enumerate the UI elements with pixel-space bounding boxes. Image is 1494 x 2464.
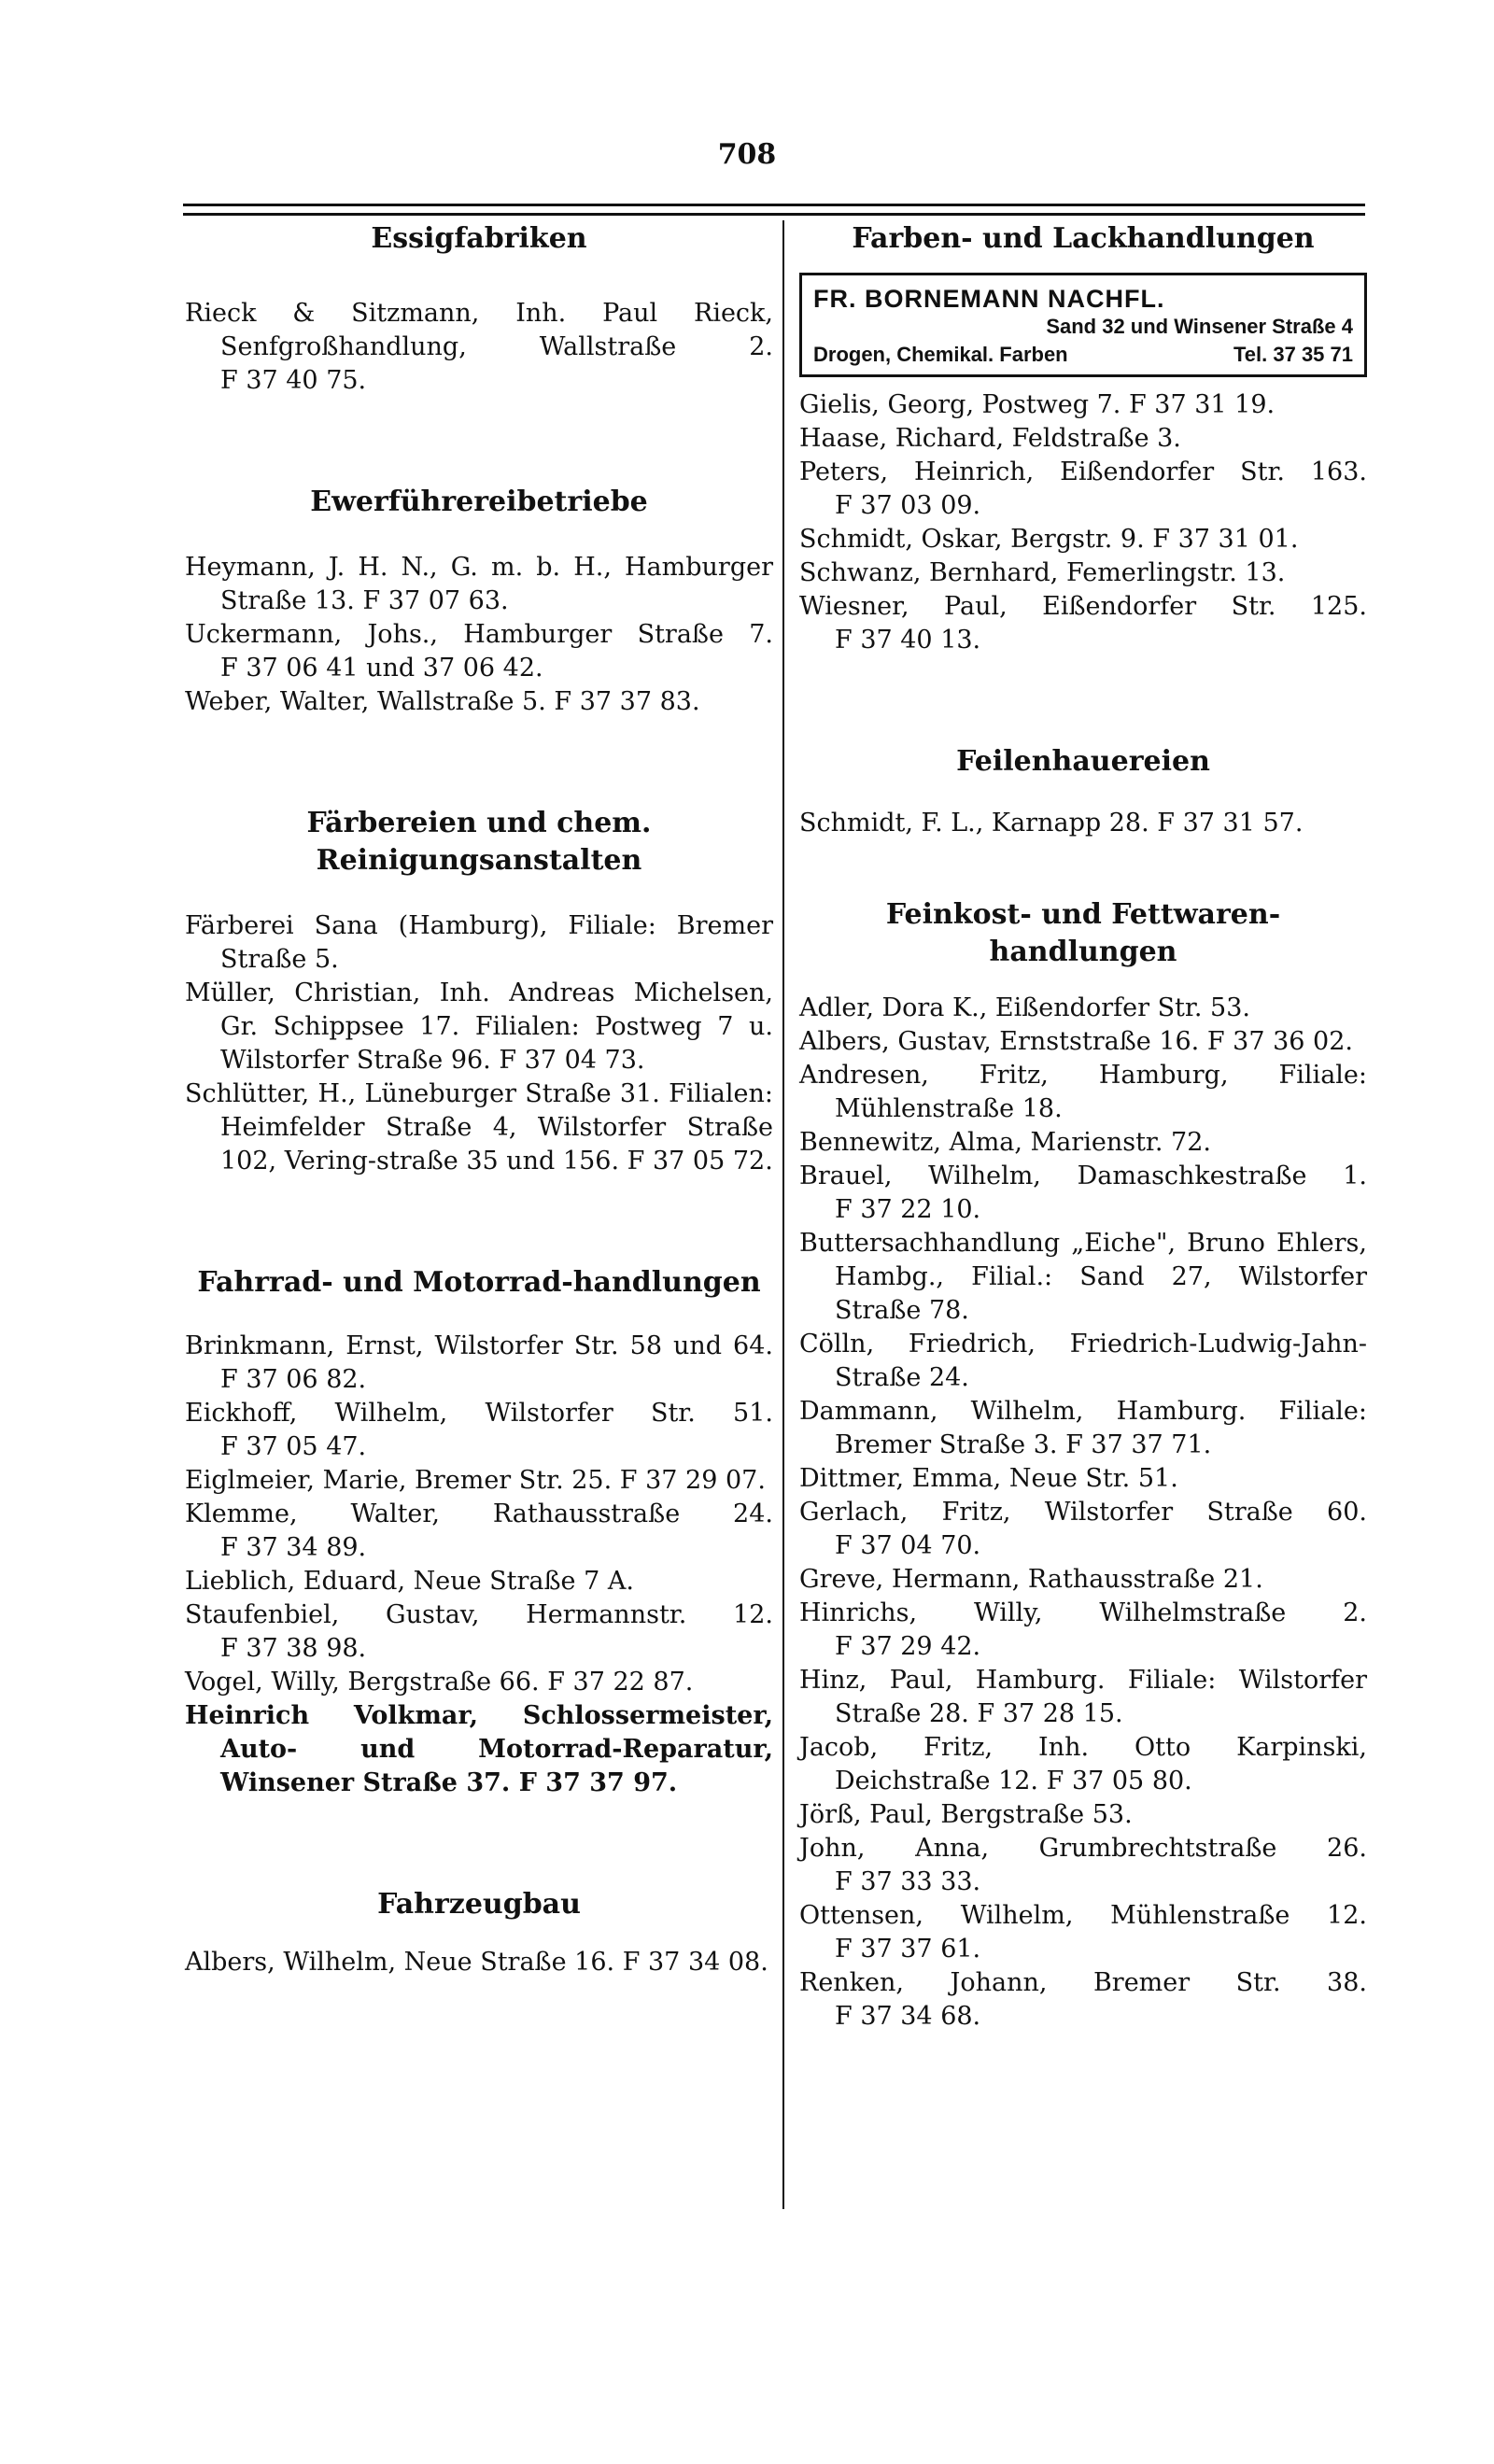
entry-phone: F 37 33 33. (835, 1867, 981, 1896)
header-rule-upper (183, 204, 1365, 206)
section-heading: Fahrzeugbau (377, 1888, 581, 1921)
directory-entry (799, 1227, 1367, 1328)
directory-entry (799, 1025, 1367, 1059)
entry-phone: F 37 37 71. (1065, 1430, 1212, 1459)
entry-phone: F 37 36 02. (1206, 1027, 1353, 1056)
entry-text: Schwanz, Bernhard, Femerlingstr. 13. (799, 558, 1286, 587)
directory-section (185, 484, 773, 719)
entry-phone: F 37 40 75. (220, 366, 367, 395)
directory-entry (799, 1059, 1367, 1126)
entry-text: Schlütter, H., Lüneburger Straße 31. Filialen: Heimfelder Straße 4, Wilstorfer Straße 102, Vering-straße 35 und 156. (185, 1079, 773, 1176)
entry-text: Weber, Walter, Wallstraße 5. (185, 687, 546, 716)
section-heading: Farben- und Lackhandlungen (852, 222, 1315, 255)
directory-entry (185, 1946, 773, 1979)
directory-section (185, 1886, 773, 1979)
entry-phone: F 37 37 61. (835, 1935, 981, 1964)
entry-text: Jörß, Paul, Bergstraße 53. (799, 1800, 1133, 1829)
ad-phone: Tel. 37 35 71 (1233, 343, 1353, 366)
directory-entry (185, 1330, 773, 1397)
entry-text: Albers, Wilhelm, Neue Straße 16. (185, 1948, 615, 1977)
directory-entry (799, 1832, 1367, 1899)
entry-phone: F 37 37 97. (518, 1768, 678, 1797)
entry-list (799, 992, 1367, 2034)
directory-entry (799, 807, 1367, 840)
directory-entry (185, 1565, 773, 1598)
directory-entry (185, 1077, 773, 1178)
directory-entry (799, 1597, 1367, 1664)
directory-entry (185, 1498, 773, 1565)
entry-text: Heymann, J. H. N., G. m. b. H., Hamburger Straße 13. (185, 553, 773, 615)
entry-text: Hinrichs, Willy, Wilhelmstraße 2. (799, 1598, 1367, 1627)
entry-text: Eickhoff, Wilhelm, Wilstorfer Str. 51. (185, 1399, 773, 1428)
directory-entry (185, 1699, 773, 1800)
entry-text: Gielis, Georg, Postweg 7. (799, 390, 1121, 419)
left-column (185, 220, 773, 1979)
entry-phone: F 37 38 98. (220, 1634, 367, 1663)
entry-phone: F 37 40 13. (835, 626, 981, 655)
directory-entry (799, 1328, 1367, 1395)
entry-list (185, 1946, 773, 1979)
directory-entry (799, 1395, 1367, 1462)
entry-phone: F 37 28 15. (977, 1699, 1123, 1728)
entry-text: Hinz, Paul, Hamburg. Filiale: Wilstorfer Straße 28. (799, 1666, 1367, 1728)
section-heading: Feilenhauereien (956, 745, 1210, 778)
directory-entry (799, 1731, 1367, 1798)
entry-text: Lieblich, Eduard, Neue Straße 7 A. (185, 1567, 634, 1596)
entry-list (185, 1330, 773, 1800)
entry-text: Cölln, Friedrich, Friedrich-Ludwig-Jahn-Straße 24. (799, 1330, 1367, 1392)
right-column (799, 220, 1367, 2034)
ad-products: Drogen, Chemikal. Farben (813, 343, 1068, 366)
directory-entry (185, 618, 773, 685)
entry-phone: F 37 34 68. (835, 2002, 981, 2031)
entry-text: Adler, Dora K., Eißendorfer Str. 53. (799, 993, 1250, 1022)
entry-phone: F 37 06 41 und 37 06 42. (220, 654, 543, 683)
directory-section (799, 896, 1367, 2034)
directory-entry (185, 1464, 773, 1498)
advertisement-box (799, 273, 1367, 377)
entry-text: Gerlach, Fritz, Wilstorfer Straße 60. (799, 1498, 1367, 1527)
directory-entry (185, 909, 773, 977)
entry-text: Schmidt, Oskar, Bergstr. 9. (799, 525, 1145, 554)
entry-text: Ottensen, Wilhelm, Mühlenstraße 12. (799, 1901, 1367, 1930)
entry-text: Müller, Christian, Inh. Andreas Michelsen, Gr. Schippsee 17. Filialen: Postweg 7 u. Wilstorfer Straße 96. (185, 979, 773, 1075)
entry-text: Uckermann, Johs., Hamburger Straße 7. (185, 620, 773, 649)
directory-entry (799, 1664, 1367, 1731)
directory-entry (799, 1899, 1367, 1966)
directory-entry (799, 456, 1367, 523)
directory-entry (799, 1462, 1367, 1496)
ad-address: Sand 32 und Winsener Straße 4 (1046, 315, 1353, 338)
entry-phone: F 37 37 83. (554, 687, 700, 716)
directory-entry (799, 422, 1367, 456)
entry-list (799, 388, 1367, 657)
entry-text: Färberei Sana (Hamburg), Filiale: Bremer Straße 5. (185, 911, 773, 974)
directory-section (185, 220, 773, 398)
entry-list (185, 551, 773, 719)
section-heading: Färbereien und chem. Reinigungsanstalten (306, 807, 652, 877)
entry-text: Heinrich Volkmar, Schlossermeister, Auto- und Motorrad-Reparatur, Winsener Straße 37. (185, 1701, 773, 1797)
entry-text: Haase, Richard, Feldstraße 3. (799, 424, 1181, 453)
section-heading: Essigfabriken (371, 222, 587, 255)
page-number: 708 (717, 138, 777, 171)
entry-text: Staufenbiel, Gustav, Hermannstr. 12. (185, 1600, 773, 1629)
directory-entry (799, 590, 1367, 657)
entry-phone: F 37 06 82. (220, 1365, 367, 1394)
ad-company-name: FR. BORNEMANN NACHFL. (813, 285, 1165, 313)
entry-text: John, Anna, Grumbrechtstraße 26. (799, 1834, 1367, 1863)
directory-entry (185, 297, 773, 398)
entry-text: Brauel, Wilhelm, Damaschkestraße 1. (799, 1162, 1367, 1190)
entry-phone: F 37 22 87. (547, 1668, 694, 1697)
directory-entry (799, 1563, 1367, 1597)
entry-text: Klemme, Walter, Rathausstraße 24. (185, 1500, 773, 1528)
entry-text: Brinkmann, Ernst, Wilstorfer Str. 58 und 64. (185, 1331, 773, 1360)
directory-entry (185, 977, 773, 1077)
entry-text: Greve, Hermann, Rathausstraße 21. (799, 1565, 1263, 1594)
header-rule-lower (183, 213, 1365, 216)
entry-phone: F 37 05 72. (627, 1147, 773, 1176)
directory-entry (799, 556, 1367, 590)
entry-text: Wiesner, Paul, Eißendorfer Str. 125. (799, 592, 1367, 621)
entry-text: Dammann, Wilhelm, Hamburg. Filiale: Bremer Straße 3. (799, 1397, 1367, 1459)
entry-list (185, 909, 773, 1178)
entry-phone: F 37 29 42. (835, 1632, 981, 1661)
directory-entry (185, 1598, 773, 1666)
section-heading: Ewerführereibetriebe (310, 486, 648, 518)
entry-text: Peters, Heinrich, Eißendorfer Str. 163. (799, 458, 1367, 486)
entry-phone: F 37 03 09. (835, 491, 981, 520)
entry-text: Vogel, Willy, Bergstraße 66. (185, 1668, 540, 1697)
directory-entry (799, 1496, 1367, 1563)
entry-phone: F 37 31 57. (1157, 809, 1304, 838)
directory-entry (799, 992, 1367, 1025)
directory-entry (185, 1397, 773, 1464)
entry-phone: F 37 29 07. (619, 1466, 766, 1495)
column-divider (782, 220, 784, 2209)
entry-list (185, 297, 773, 398)
directory-entry (185, 551, 773, 618)
entry-text: Bennewitz, Alma, Marienstr. 72. (799, 1128, 1211, 1157)
directory-section (799, 220, 1367, 657)
entry-text: Schmidt, F. L., Karnapp 28. (799, 809, 1149, 838)
entry-phone: F 37 04 73. (499, 1046, 645, 1075)
section-heading: Fahrrad- und Motorrad-handlungen (197, 1266, 761, 1299)
directory-entry (799, 1160, 1367, 1227)
directory-section (185, 1264, 773, 1800)
directory-entry (799, 1798, 1367, 1832)
entry-text: Rieck & Sitzmann, Inh. Paul Rieck, Senfgroßhandlung, Wallstraße 2. (185, 299, 773, 361)
directory-section (185, 805, 773, 1178)
section-heading: Feinkost- und Fettwaren-handlungen (885, 898, 1281, 968)
entry-text: Dittmer, Emma, Neue Str. 51. (799, 1464, 1178, 1493)
entry-phone: F 37 05 47. (220, 1432, 367, 1461)
entry-phone: F 37 04 70. (835, 1531, 981, 1560)
entry-phone: F 37 34 89. (220, 1533, 367, 1562)
ad-details (813, 341, 1353, 369)
directory-entry (185, 685, 773, 719)
entry-list (799, 807, 1367, 840)
entry-phone: F 37 31 19. (1128, 390, 1276, 419)
entry-text: Renken, Johann, Bremer Str. 38. (799, 1968, 1367, 1997)
directory-entry (185, 1666, 773, 1699)
directory-section (799, 743, 1367, 840)
directory-entry (799, 523, 1367, 556)
directory-entry (799, 1126, 1367, 1160)
entry-phone: F 37 05 80. (1046, 1767, 1192, 1795)
entry-text: Andresen, Fritz, Hamburg, Filiale: Mühlenstraße 18. (799, 1061, 1367, 1123)
entry-text: Albers, Gustav, Ernststraße 16. (799, 1027, 1200, 1056)
entry-phone: F 37 22 10. (835, 1195, 981, 1224)
directory-entry (799, 1966, 1367, 2034)
entry-text: Jacob, Fritz, Inh. Otto Karpinski, Deichstraße 12. (799, 1733, 1367, 1795)
entry-text: Buttersachhandlung „Eiche", Bruno Ehlers, Hambg., Filial.: Sand 27, Wilstorfer Straße 78. (799, 1229, 1367, 1325)
entry-phone: F 37 31 01. (1152, 525, 1299, 554)
directory-entry (799, 388, 1367, 422)
entry-phone: F 37 34 08. (622, 1948, 768, 1977)
entry-text: Eiglmeier, Marie, Bremer Str. 25. (185, 1466, 613, 1495)
entry-phone: F 37 07 63. (362, 586, 509, 615)
